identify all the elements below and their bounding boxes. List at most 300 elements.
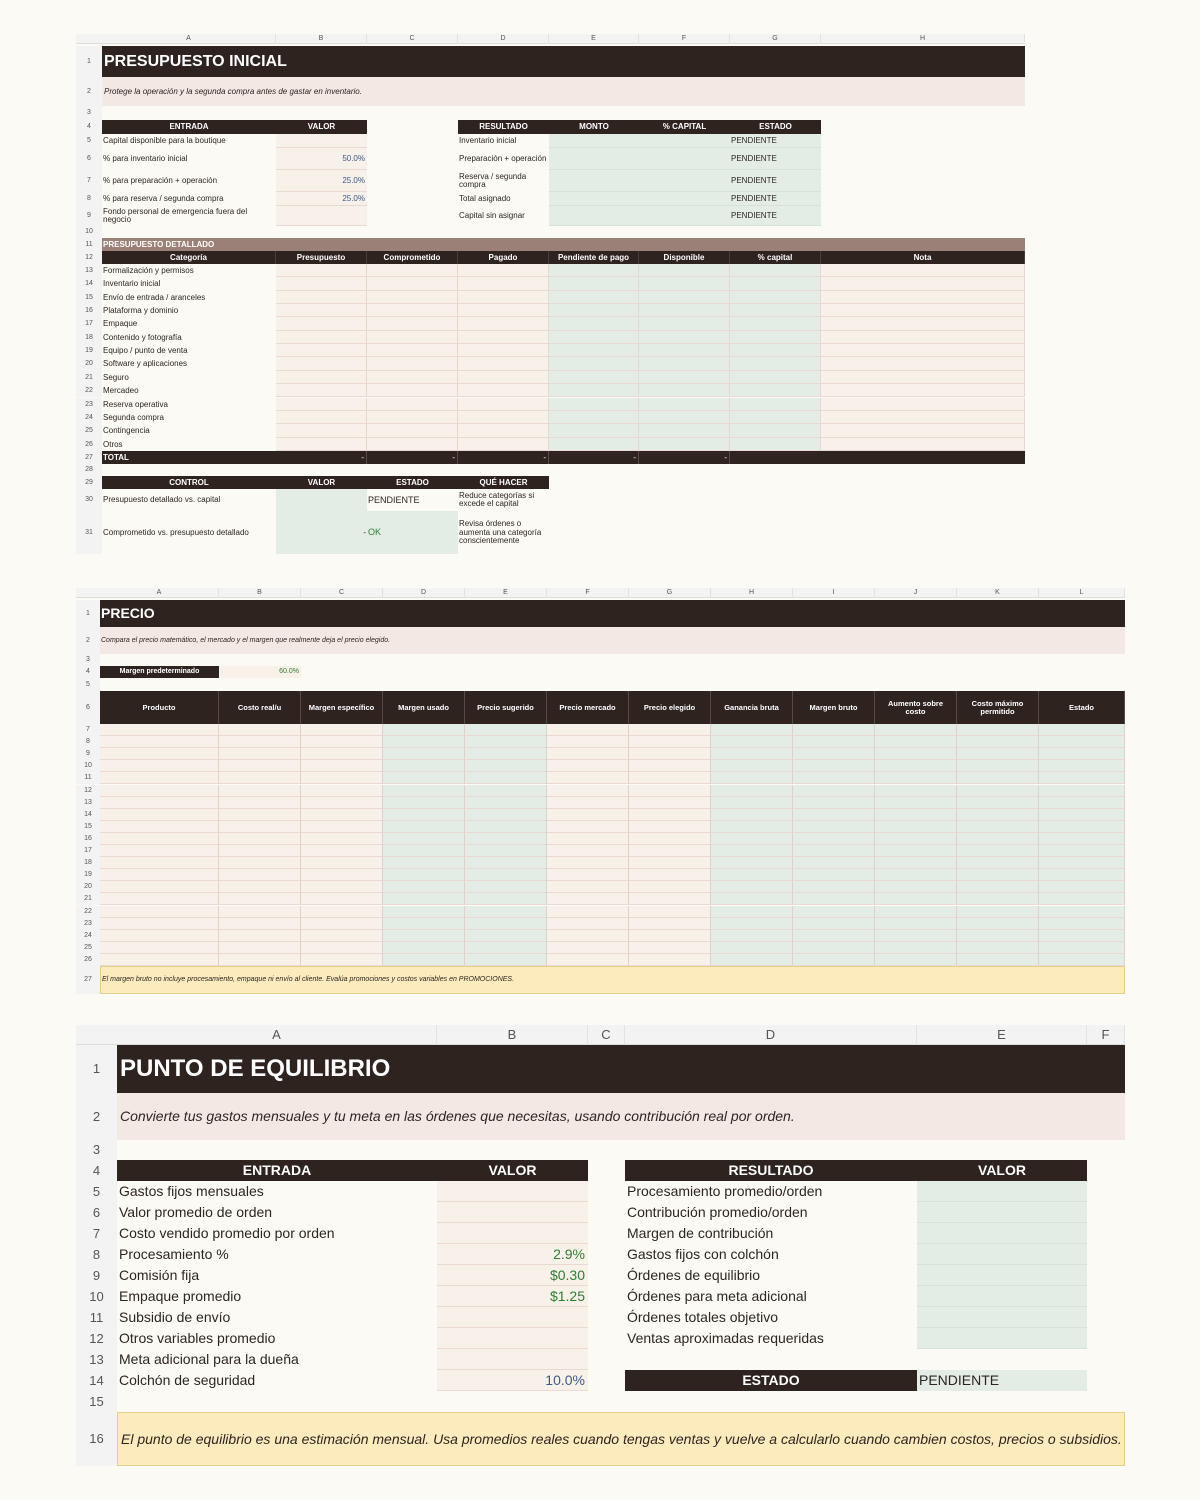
entrada-input[interactable] [276,206,367,226]
table-cell[interactable] [301,869,383,881]
table-cell[interactable] [458,357,549,370]
table-cell [383,809,465,821]
row-number: 1 [76,600,100,627]
resultado-label: Gastos fijos con colchón [627,1246,779,1262]
row-number: 10 [76,1286,117,1307]
table-cell [875,893,957,905]
table-cell[interactable] [629,797,711,809]
table-cell[interactable] [629,845,711,857]
column-letter[interactable]: L [1039,588,1125,598]
table-cell[interactable] [367,277,458,290]
table-cell[interactable] [821,304,1025,317]
table-cell[interactable] [219,881,301,893]
table-cell[interactable] [821,264,1025,277]
table-cell[interactable] [219,748,301,760]
table-cell[interactable] [100,748,219,760]
table-cell[interactable] [276,384,367,397]
table-cell[interactable] [367,411,458,424]
table-cell [383,906,465,918]
entrada-input[interactable] [437,1181,588,1202]
entrada-input[interactable] [437,1307,588,1328]
category-label: Envío de entrada / aranceles [103,292,206,302]
table-cell[interactable] [276,357,367,370]
table-cell[interactable] [301,748,383,760]
entrada-label: Subsidio de envío [119,1309,231,1325]
table-cell[interactable] [629,881,711,893]
table-cell[interactable] [100,724,219,736]
table-cell[interactable] [547,736,629,748]
table-cell[interactable] [276,344,367,357]
table-cell[interactable] [629,857,711,869]
table-cell[interactable] [301,809,383,821]
table-cell[interactable] [629,930,711,942]
column-letter[interactable]: H [821,34,1025,44]
table-cell[interactable] [219,869,301,881]
column-letter[interactable]: A [100,588,219,598]
table-cell[interactable] [100,869,219,881]
table-cell [730,411,821,424]
column-letter[interactable]: D [625,1025,917,1045]
table-cell[interactable] [301,724,383,736]
table-cell[interactable] [219,954,301,966]
table-cell[interactable] [219,809,301,821]
table-cell[interactable] [547,724,629,736]
margin-input[interactable]: 60.0% [219,666,301,678]
table-cell[interactable] [547,954,629,966]
entrada-input[interactable]: $1.25 [437,1286,588,1307]
table-cell[interactable] [301,954,383,966]
entrada-input[interactable] [276,134,367,148]
table-cell[interactable] [547,881,629,893]
column-letter[interactable]: B [437,1025,588,1045]
table-cell[interactable] [301,760,383,772]
table-cell [549,384,639,397]
table-cell [793,736,875,748]
column-letter[interactable]: F [547,588,629,598]
entrada-label: Capital disponible para la boutique [103,135,226,145]
section-header: PRESUPUESTO DETALLADO [102,238,1025,251]
margin-label: Margen predeterminado [100,666,219,678]
table-cell[interactable] [821,384,1025,397]
table-cell[interactable] [100,785,219,797]
table-cell[interactable] [219,918,301,930]
table-cell[interactable] [821,398,1025,411]
row-number: 27 [76,966,100,994]
column-letter[interactable]: A [102,34,276,44]
table-cell[interactable] [100,821,219,833]
category-label: Otros [103,439,123,449]
table-cell[interactable] [100,930,219,942]
table-cell[interactable] [301,821,383,833]
column-letter[interactable]: D [383,588,465,598]
entrada-input[interactable]: 25.0% [276,170,367,192]
table-cell [957,772,1039,784]
table-cell[interactable] [821,411,1025,424]
table-cell [793,724,875,736]
table-cell[interactable] [100,833,219,845]
table-column-header: Producto [100,691,219,724]
column-letter[interactable]: D [458,34,549,44]
entrada-label: Empaque promedio [119,1288,242,1304]
entrada-input[interactable]: $0.30 [437,1265,588,1286]
table-cell [875,857,957,869]
table-cell [730,384,821,397]
table-cell[interactable] [547,797,629,809]
column-letter[interactable]: J [875,588,957,598]
table-cell [957,942,1039,954]
table-cell[interactable] [100,760,219,772]
table-cell[interactable] [821,371,1025,384]
table-cell[interactable] [547,748,629,760]
table-cell[interactable] [276,371,367,384]
table-cell[interactable] [276,398,367,411]
total-value: - [549,451,639,464]
row-number: 6 [76,148,102,170]
table-cell[interactable] [821,438,1025,451]
table-cell[interactable] [367,438,458,451]
table-cell[interactable] [629,809,711,821]
table-cell[interactable] [629,833,711,845]
row-number: 19 [76,869,100,881]
row-number: 6 [76,691,100,724]
table-cell [730,357,821,370]
table-cell[interactable] [276,264,367,277]
table-cell[interactable] [547,918,629,930]
column-letter[interactable]: E [465,588,547,598]
control-header: ESTADO [367,476,458,489]
row-number: 26 [76,438,102,451]
sheet-punto-equilibrio [76,1025,1125,1466]
row-number: 28 [76,464,102,476]
table-cell[interactable] [100,845,219,857]
column-letter[interactable]: F [1087,1025,1125,1045]
table-cell [730,398,821,411]
table-cell [875,785,957,797]
table-cell[interactable] [629,821,711,833]
table-cell[interactable] [301,942,383,954]
table-cell[interactable] [547,772,629,784]
column-letter[interactable]: I [793,588,875,598]
table-cell [549,411,639,424]
monto-cell [549,206,639,226]
column-letter[interactable]: C [588,1025,625,1045]
column-letter[interactable]: G [629,588,711,598]
row-number: 14 [76,1370,117,1391]
table-cell[interactable] [100,857,219,869]
entrada-input[interactable]: 25.0% [276,192,367,206]
table-cell[interactable] [219,906,301,918]
table-cell [711,748,793,760]
table-cell[interactable] [219,736,301,748]
column-letter[interactable]: B [276,34,367,44]
table-cell[interactable] [458,331,549,344]
table-cell[interactable] [547,930,629,942]
column-letter[interactable]: K [957,588,1039,598]
table-cell[interactable] [629,724,711,736]
table-cell [711,724,793,736]
table-cell[interactable] [367,317,458,330]
table-cell[interactable] [301,736,383,748]
table-cell [957,857,1039,869]
table-cell [549,424,639,437]
table-cell [711,918,793,930]
table-cell[interactable] [821,344,1025,357]
column-letter[interactable]: C [367,34,458,44]
table-cell[interactable] [629,736,711,748]
table-cell [711,881,793,893]
table-cell [875,954,957,966]
table-cell[interactable] [276,424,367,437]
table-cell[interactable] [458,344,549,357]
table-cell [875,918,957,930]
table-cell [730,304,821,317]
row-number: 4 [76,666,100,678]
table-cell[interactable] [547,906,629,918]
table-cell [730,438,821,451]
column-letter[interactable]: F [639,34,730,44]
table-cell[interactable] [547,785,629,797]
table-cell[interactable] [276,304,367,317]
table-cell[interactable] [547,760,629,772]
entrada-label: Costo vendido promedio por orden [119,1225,335,1241]
table-cell[interactable] [458,264,549,277]
table-cell [549,438,639,451]
table-cell[interactable] [821,357,1025,370]
column-letter[interactable]: H [711,588,793,598]
table-cell[interactable] [276,317,367,330]
table-cell[interactable] [367,371,458,384]
row-number: 22 [76,384,102,397]
resultado-label: Órdenes totales objetivo [627,1309,778,1325]
table-cell[interactable] [100,906,219,918]
row-number: 24 [76,411,102,424]
table-cell [1039,881,1125,893]
table-cell [465,930,547,942]
row-number: 3 [76,654,100,666]
table-cell[interactable] [100,893,219,905]
table-cell [1039,845,1125,857]
control-action: Reduce categorías si excede el capital [459,490,535,509]
table-cell[interactable] [629,893,711,905]
table-cell[interactable] [547,893,629,905]
table-cell [957,748,1039,760]
table-column-header: % capital [730,251,821,264]
table-cell [383,930,465,942]
table-cell[interactable] [458,277,549,290]
capital-cell [639,192,730,206]
page-title: PRECIO [100,600,1125,627]
table-cell[interactable] [100,954,219,966]
column-letter[interactable]: E [917,1025,1087,1045]
table-cell [957,930,1039,942]
table-cell[interactable] [219,821,301,833]
table-cell [1039,893,1125,905]
table-cell[interactable] [547,809,629,821]
table-cell[interactable] [629,954,711,966]
table-cell[interactable] [367,291,458,304]
category-label: Plataforma y dominio [103,306,179,316]
table-cell[interactable] [821,317,1025,330]
table-cell[interactable] [458,398,549,411]
category-label: Formalización y permisos [103,266,194,275]
table-cell[interactable] [100,918,219,930]
table-cell[interactable] [367,304,458,317]
column-letter[interactable]: E [549,34,639,44]
table-cell[interactable] [301,797,383,809]
table-cell[interactable] [219,785,301,797]
row-number: 29 [76,476,102,489]
table-cell[interactable] [458,317,549,330]
row-number: 13 [76,264,102,277]
table-cell[interactable] [629,772,711,784]
table-cell [793,809,875,821]
table-cell [383,869,465,881]
row-number: 18 [76,331,102,344]
table-cell[interactable] [219,930,301,942]
table-cell[interactable] [301,772,383,784]
table-cell[interactable] [458,411,549,424]
row-number: 3 [76,1140,117,1160]
resultado-label: Capital sin asignar [459,210,525,220]
table-cell[interactable] [100,942,219,954]
entrada-input[interactable] [437,1202,588,1223]
entrada-input[interactable]: 2.9% [437,1244,588,1265]
table-cell [793,772,875,784]
table-cell[interactable] [100,881,219,893]
table-cell[interactable] [100,809,219,821]
table-cell[interactable] [629,918,711,930]
column-letter[interactable]: G [730,34,821,44]
table-cell[interactable] [219,942,301,954]
table-cell[interactable] [219,760,301,772]
table-cell[interactable] [629,906,711,918]
table-cell[interactable] [301,785,383,797]
table-cell[interactable] [547,857,629,869]
table-cell[interactable] [301,930,383,942]
table-cell[interactable] [821,277,1025,290]
table-cell[interactable] [219,797,301,809]
table-cell[interactable] [100,736,219,748]
table-cell[interactable] [219,833,301,845]
table-cell[interactable] [458,291,549,304]
table-cell[interactable] [547,869,629,881]
table-cell[interactable] [367,398,458,411]
entrada-label: Gastos fijos mensuales [119,1183,264,1199]
table-cell[interactable] [547,942,629,954]
column-header-row [76,34,1025,44]
table-cell[interactable] [629,785,711,797]
table-cell[interactable] [219,893,301,905]
table-cell[interactable] [629,760,711,772]
table-cell[interactable] [219,845,301,857]
table-cell[interactable] [276,331,367,344]
table-cell[interactable] [301,906,383,918]
table-cell[interactable] [367,357,458,370]
entrada-label: Fondo personal de emergencia fuera del negocio [103,206,248,224]
entrada-input[interactable]: 10.0% [437,1370,588,1391]
column-letter[interactable]: A [117,1025,437,1045]
table-cell[interactable] [629,748,711,760]
table-cell[interactable] [547,845,629,857]
table-cell[interactable] [276,277,367,290]
column-letter[interactable]: B [219,588,301,598]
table-cell[interactable] [821,424,1025,437]
resultado-header: % CAPITAL [639,120,730,134]
table-cell [1039,857,1125,869]
resultado-header: RESULTADO [458,120,549,134]
table-cell [730,371,821,384]
control-status: PENDIENTE [368,495,420,506]
table-cell[interactable] [100,772,219,784]
capital-cell [639,170,730,192]
table-cell[interactable] [219,772,301,784]
table-cell [639,304,730,317]
table-cell[interactable] [301,893,383,905]
page-title: PRESUPUESTO INICIAL [102,46,1025,77]
table-cell[interactable] [301,833,383,845]
resultado-value [917,1265,1087,1286]
table-cell[interactable] [367,384,458,397]
table-cell[interactable] [219,724,301,736]
table-cell[interactable] [100,797,219,809]
estado-value: PENDIENTE [917,1370,1087,1391]
table-cell [711,809,793,821]
table-cell [639,357,730,370]
table-cell[interactable] [547,821,629,833]
table-cell[interactable] [458,384,549,397]
table-cell [383,785,465,797]
table-cell[interactable] [367,264,458,277]
table-cell[interactable] [367,424,458,437]
table-cell[interactable] [367,344,458,357]
table-cell[interactable] [458,304,549,317]
table-cell[interactable] [276,411,367,424]
table-cell[interactable] [629,942,711,954]
footnote: El margen bruto no incluye procesamiento, empaque ni envío al cliente. Evalúa promociones y costos variables en PROMOCIONES. [100,966,1125,994]
table-cell[interactable] [301,918,383,930]
row-number: 15 [76,1391,117,1412]
table-cell[interactable] [301,845,383,857]
table-cell[interactable] [301,857,383,869]
table-cell [875,942,957,954]
table-cell[interactable] [458,438,549,451]
table-cell[interactable] [458,424,549,437]
table-cell[interactable] [276,291,367,304]
entrada-input[interactable] [437,1349,588,1370]
entrada-input[interactable] [437,1223,588,1244]
row-number: 2 [76,627,100,654]
table-cell[interactable] [301,881,383,893]
row-number: 5 [76,1181,117,1202]
table-cell[interactable] [629,869,711,881]
table-cell[interactable] [367,331,458,344]
table-cell[interactable] [219,857,301,869]
row-number: 26 [76,954,100,966]
resultado-value [917,1181,1087,1202]
table-cell[interactable] [821,331,1025,344]
table-cell [730,264,821,277]
column-letter[interactable]: C [301,588,383,598]
table-cell [793,906,875,918]
table-cell[interactable] [547,833,629,845]
table-cell[interactable] [821,291,1025,304]
row-number: 5 [76,678,100,691]
entrada-input[interactable] [437,1328,588,1349]
row-number: 15 [76,821,100,833]
table-cell[interactable] [276,438,367,451]
table-cell[interactable] [458,371,549,384]
entrada-input[interactable]: 50.0% [276,148,367,170]
